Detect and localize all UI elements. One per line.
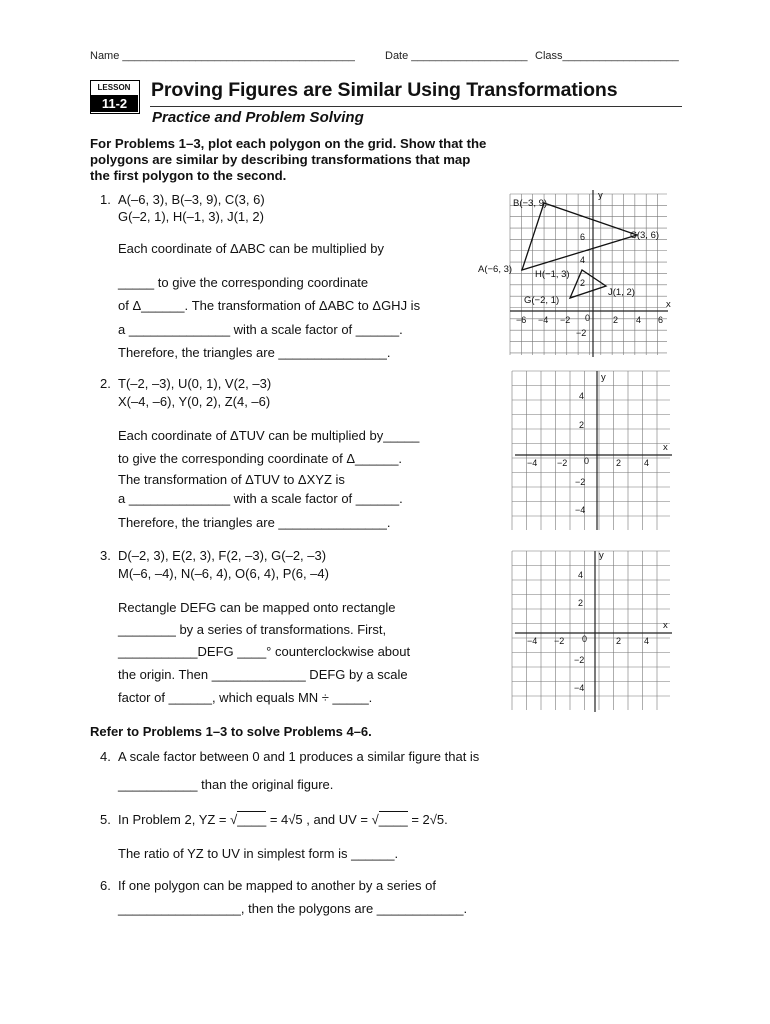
x-tick: 4 bbox=[644, 636, 650, 646]
problem-5-line-1 bbox=[118, 812, 448, 827]
y-tick: −2 bbox=[576, 328, 587, 338]
title-divider bbox=[150, 106, 682, 107]
y-axis-label: y bbox=[601, 372, 606, 383]
problem-2-line-3: The transformation of ΔTUV to ΔXYZ is bbox=[118, 472, 345, 487]
problem-2-coords-2: X(–4, –6), Y(0, 2), Z(4, –6) bbox=[118, 394, 271, 409]
problem-3-line-3: ___________DEFG ____° counterclockwise about bbox=[118, 644, 411, 659]
point-a-label: A(−6, 3) bbox=[478, 264, 513, 275]
problem-4-line-2: ___________ than the original figure. bbox=[118, 777, 334, 792]
problem-5-line-2: The ratio of YZ to UV in simplest form is ______. bbox=[118, 846, 399, 861]
x-tick: 2 bbox=[616, 458, 622, 468]
y-tick: −4 bbox=[575, 505, 586, 515]
point-b-label: B(−3, 9) bbox=[513, 198, 548, 209]
problem-3-number: 3. bbox=[100, 548, 111, 563]
problem-2-line-2: to give the corresponding coordinate of Δ______. bbox=[118, 451, 403, 466]
problem-2-line-5: Therefore, the triangles are _______________. bbox=[118, 515, 391, 530]
y-tick: 2 bbox=[579, 420, 585, 430]
x-tick: −4 bbox=[527, 458, 538, 468]
y-tick: 4 bbox=[578, 570, 584, 580]
problem-1-line-4: a ______________ with a scale factor of ______. bbox=[118, 322, 403, 337]
problem-4-line-1: A scale factor between 0 and 1 produces a similar figure that is bbox=[118, 749, 480, 764]
y-tick: −2 bbox=[575, 477, 586, 487]
x-axis-label: x bbox=[666, 299, 671, 310]
y-tick: 4 bbox=[579, 391, 585, 401]
point-c-label: C(3, 6) bbox=[630, 230, 660, 241]
problem-3-coords-2: M(–6, –4), N(–6, 4), O(6, 4), P(6, –4) bbox=[118, 566, 329, 581]
problem-2-line-4: a ______________ with a scale factor of ______. bbox=[118, 491, 403, 506]
problem-1-coords-1: A(–6, 3), B(–3, 9), C(3, 6) bbox=[118, 192, 265, 207]
problem-2-coords-1: T(–2, –3), U(0, 1), V(2, –3) bbox=[118, 376, 272, 391]
x-tick: −4 bbox=[538, 315, 549, 325]
problem-1-coords-2: G(–2, 1), H(–1, 3), J(1, 2) bbox=[118, 209, 264, 224]
page-subtitle: Practice and Problem Solving bbox=[152, 109, 364, 126]
problem-3-grid bbox=[510, 548, 675, 713]
sqrt-radical: √____ bbox=[230, 812, 267, 827]
x-tick: 0 bbox=[584, 456, 590, 466]
instructions bbox=[90, 136, 486, 184]
problem-6-line-2: _________________, then the polygons are ____________. bbox=[118, 901, 468, 916]
problem-5-lead: In Problem 2, YZ = bbox=[118, 812, 227, 827]
problem-5-mid: = 4√5 , and UV = bbox=[269, 812, 369, 827]
date-field: Date ___________________ bbox=[385, 50, 528, 62]
point-g-label: G(−2, 1) bbox=[524, 295, 560, 306]
x-axis-label: x bbox=[663, 620, 668, 631]
problem-6-number: 6. bbox=[100, 878, 111, 893]
y-tick: −2 bbox=[574, 655, 585, 665]
x-tick: 2 bbox=[613, 315, 619, 325]
problem-5-number: 5. bbox=[100, 812, 111, 827]
sqrt-radical: √____ bbox=[371, 812, 408, 827]
x-tick: 6 bbox=[658, 315, 664, 325]
problem-1-grid bbox=[480, 185, 680, 360]
problem-1-number: 1. bbox=[100, 192, 111, 207]
y-tick: 2 bbox=[580, 278, 586, 288]
problem-3-line-5: factor of ______, which equals MN ÷ _____. bbox=[118, 690, 373, 705]
problem-3-line-4: the origin. Then _____________ DEFG by a scale bbox=[118, 667, 408, 682]
instructions-line-2: polygons are similar by describing transformations that map bbox=[90, 152, 471, 167]
lesson-label: LESSON bbox=[97, 83, 131, 92]
problem-2-number: 2. bbox=[100, 376, 111, 391]
lesson-number: 11-2 bbox=[91, 95, 138, 112]
y-axis-label: y bbox=[599, 550, 604, 561]
y-tick: 4 bbox=[580, 255, 586, 265]
name-field: Name ______________________________________ bbox=[90, 50, 355, 62]
y-axis-label: y bbox=[598, 190, 603, 201]
problem-3-line-2: ________ by a series of transformations. First, bbox=[118, 622, 387, 637]
problem-6-line-1: If one polygon can be mapped to another by a series of bbox=[118, 878, 436, 893]
x-tick: −4 bbox=[527, 636, 538, 646]
problem-3-coords-1: D(–2, 3), E(2, 3), F(2, –3), G(–2, –3) bbox=[118, 548, 327, 563]
x-tick: −6 bbox=[516, 315, 527, 325]
problem-3-line-1: Rectangle DEFG can be mapped onto rectangle bbox=[118, 600, 396, 615]
instructions-line-3: the first polygon to the second. bbox=[90, 168, 287, 183]
y-tick: 6 bbox=[580, 232, 586, 242]
problem-2-grid bbox=[510, 368, 675, 533]
x-tick: −2 bbox=[554, 636, 565, 646]
x-axis-label: x bbox=[663, 442, 668, 453]
y-tick: −4 bbox=[574, 683, 585, 693]
x-tick: −2 bbox=[560, 315, 571, 325]
problem-1-line-2: _____ to give the corresponding coordinate bbox=[118, 275, 369, 290]
point-h-label: H(−1, 3) bbox=[535, 269, 570, 280]
section-heading: Refer to Problems 1–3 to solve Problems 4–6. bbox=[90, 724, 372, 739]
problem-5-blank-1: ____ bbox=[237, 812, 267, 827]
x-tick: 2 bbox=[616, 636, 622, 646]
class-field: Class___________________ bbox=[535, 50, 679, 62]
problem-1-line-3: of Δ______. The transformation of ΔABC to ΔGHJ is bbox=[118, 298, 421, 313]
x-tick: −2 bbox=[557, 458, 568, 468]
problem-2-line-1: Each coordinate of ΔTUV can be multiplied by_____ bbox=[118, 428, 420, 443]
y-tick: 2 bbox=[578, 598, 584, 608]
problem-4-number: 4. bbox=[100, 749, 111, 764]
problem-1-line-1: Each coordinate of ΔABC can be multiplied by bbox=[118, 241, 384, 256]
x-tick: 0 bbox=[582, 634, 588, 644]
x-tick: 0 bbox=[585, 313, 591, 323]
problem-5-end: = 2√5. bbox=[411, 812, 448, 827]
x-tick: 4 bbox=[644, 458, 650, 468]
point-j-label: J(1, 2) bbox=[608, 287, 635, 298]
problem-5-blank-2: ____ bbox=[378, 812, 408, 827]
instructions-line-1: For Problems 1–3, plot each polygon on the grid. Show that the bbox=[90, 136, 487, 151]
grid-3-lines bbox=[512, 551, 670, 710]
problem-1-line-5: Therefore, the triangles are _______________. bbox=[118, 345, 391, 360]
x-tick: 4 bbox=[636, 315, 642, 325]
grid-2-lines bbox=[512, 371, 670, 530]
page-title: Proving Figures are Similar Using Transformations bbox=[151, 79, 618, 101]
